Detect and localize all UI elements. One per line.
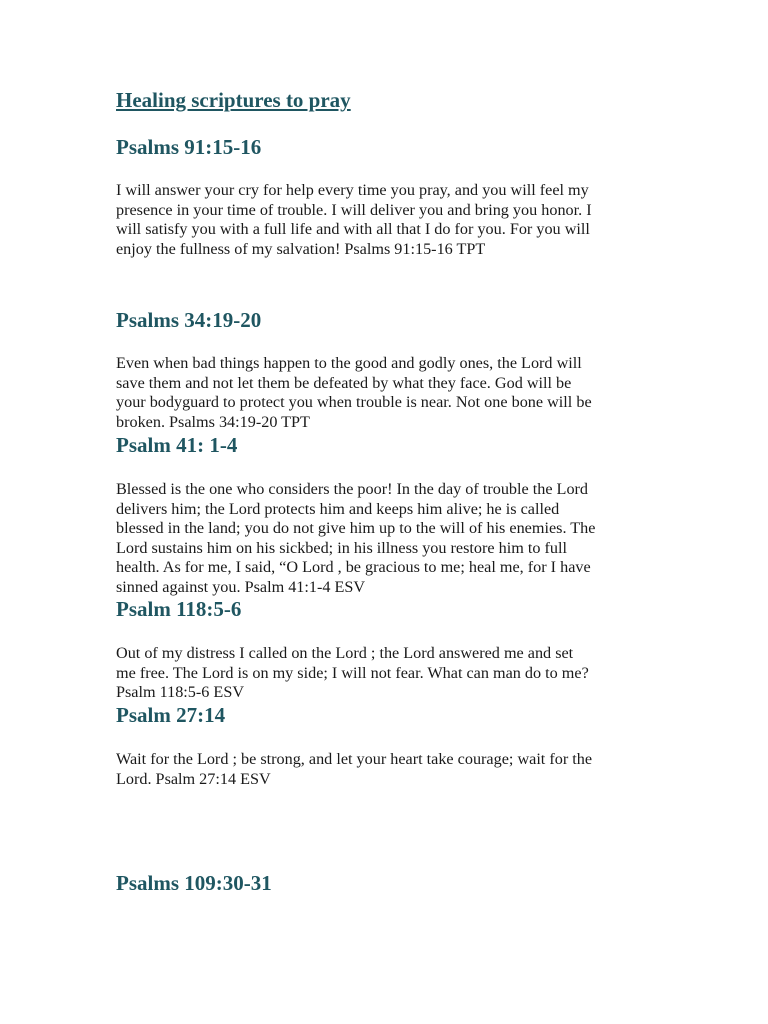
section-text-psalm-27: Wait for the Lord ; be strong, and let your heart take courage; wait for the Lord. Psalm 27:14 ESV <box>116 750 593 788</box>
section-heading-psalm-41: Psalm 41: 1-4 <box>116 433 238 457</box>
section-heading-psalms-34: Psalms 34:19-20 <box>116 308 262 332</box>
section-text-psalm-118: Out of my distress I called on the Lord ; the Lord answered me and set me free. The Lord is on my side; I will not fear. What can man do to me? Psalm 118:5-6 ESV <box>116 644 589 702</box>
section-text-psalm-41: Blessed is the one who considers the poor! In the day of trouble the Lord delivers him; the Lord protects him and keeps him alive; he is called blessed in the land; you do not give him up to the will of his enemies. The Lord sustains him on his sickbed; in his illness you restore him to full health. As for me, I said, “O Lord , be gracious to me; heal me, for I have sinned against you. Psalm 41:1-4 ESV <box>116 480 596 596</box>
section-heading-psalms-109: Psalms 109:30-31 <box>116 871 272 895</box>
section-heading-psalm-118: Psalm 118:5-6 <box>116 597 242 621</box>
section-text-psalms-91: I will answer your cry for help every time you pray, and you will feel my presence in your time of trouble. I will deliver you and bring you honor. I will satisfy you with a full life and with all that I do for you. For you will enjoy the fullness of my salvation! Psalms 91:15-16 TPT <box>116 181 592 258</box>
section-heading-psalms-91: Psalms 91:15-16 <box>116 135 262 159</box>
page-title: Healing scriptures to pray <box>116 88 351 112</box>
section-heading-psalm-27: Psalm 27:14 <box>116 703 226 727</box>
section-text-psalms-34: Even when bad things happen to the good and godly ones, the Lord will save them and not let them be defeated by what they face. God will be your bodyguard to protect you when trouble is near. Not one bone will be broken. Psalms 34:19-20 TPT <box>116 354 592 431</box>
